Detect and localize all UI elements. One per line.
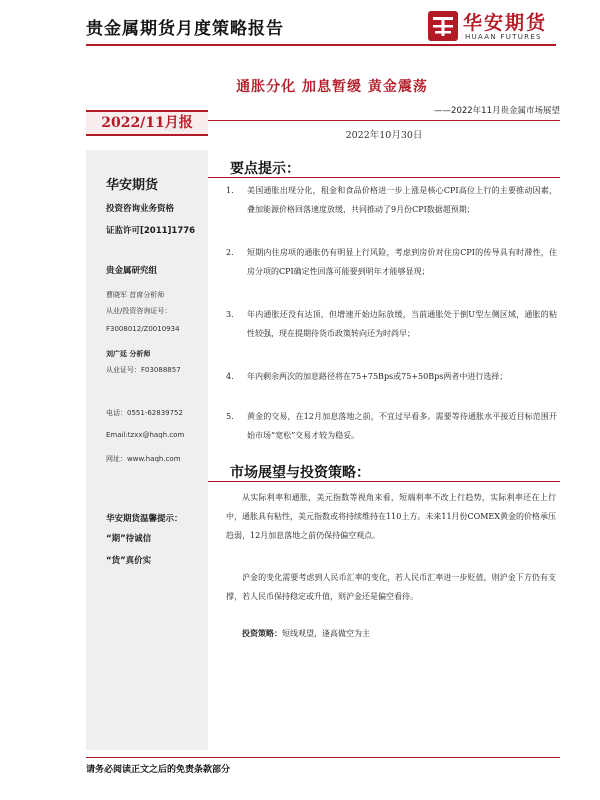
outlook-title: 市场展望与投资策略： — [230, 465, 370, 481]
key-point-number: 4. — [226, 372, 234, 381]
analyst1-name: 曹晓军 首席分析师 — [106, 291, 165, 299]
key-point-text: 年内通胀还没有达顶，但增速开始边际放缓，当前通胀处于倒U型左侧区域，通胀的粘性较强，现在提期待货币政策转向还为时尚早； — [247, 310, 557, 338]
sidebar-tip-2: “货”真价实 — [106, 556, 152, 566]
logo-chinese-text: 华安期货 — [463, 12, 548, 34]
sidebar-qualification: 投资咨询业务资格 — [106, 204, 175, 214]
outlook-paragraph-2: 沪金的变化需要考虑到人民币汇率的变化，若人民币汇率进一步贬值，则沪金下方仍有支撑，若人民币保持稳定或升值，则沪金还是偏空看待。 — [226, 573, 556, 601]
contact-website[interactable]: 网址：www.haqh.com — [106, 455, 181, 463]
analyst1-cert-number: F3008012/Z0010934 — [106, 325, 180, 333]
footer-disclaimer: 请务必阅读正文之后的免责条款部分 — [86, 765, 231, 775]
sidebar-tip-title: 华安期货温馨提示： — [106, 514, 183, 524]
sidebar-company: 华安期货 — [106, 178, 159, 193]
logo-english-text: HUAAN FUTURES — [465, 33, 542, 41]
sidebar-license: 证监许可[2011]1776 — [106, 226, 196, 236]
analyst2-name: 刘广廷 分析师 — [106, 350, 151, 358]
company-logo — [427, 8, 557, 46]
key-point-text: 黄金的交易，在12月加息落地之前，不宜过早看多。需要等待通胀水平接近目标范围开始市场“宽松”交易才较为稳妥。 — [247, 412, 557, 440]
key-point-text: 短期内住房项的通胀仍有明显上行风险，考虑到房价对住房CPI的传导具有时滞性，住房分项的CPI确定性回落可能要到明年才能够显现； — [247, 248, 557, 276]
key-point-number: 3. — [226, 310, 234, 319]
sidebar — [86, 150, 208, 750]
issue-label: 2022/11月报 — [86, 110, 208, 136]
outlook-paragraph-1: 从实际利率和通胀，美元指数等视角来看，短端利率不改上行趋势，实际利率还在上行中，通胀具有粘性，美元指数或将持续维持在110上方。未来11月份COMEX黄金的价格承压趋弱，12月加息落地之前仍保持偏空观点。 — [226, 493, 556, 540]
sidebar-tip-1: “期”待诚信 — [106, 534, 152, 544]
strategy-text: 短线观望，逢高做空为主 — [282, 629, 370, 638]
header-title: 贵金属期货月度策略报告 — [86, 19, 284, 39]
analyst1-cert-label: 从业/投资咨询证号： — [106, 307, 172, 315]
key-point-number: 5. — [226, 412, 234, 421]
report-subtitle: ——2022年11月贵金属市场展望 — [434, 106, 560, 116]
investment-strategy — [226, 628, 556, 639]
strategy-label: 投资策略： — [242, 628, 282, 638]
logo-mark-icon — [427, 10, 459, 42]
contact-phone: 电话：0551-62839752 — [106, 409, 183, 417]
analyst2-cert: 从业证号：F03088857 — [106, 366, 181, 374]
key-points-title: 要点提示： — [230, 161, 300, 177]
key-point-text: 年内剩余两次的加息路径将在75+75Bps或75+50Bps两者中进行选择； — [247, 372, 508, 381]
key-point-number: 1. — [226, 186, 234, 195]
key-point-number: 2. — [226, 248, 234, 257]
header-divider — [86, 44, 556, 46]
key-point-text: 美国通胀出现分化，租金和食品价格进一步上涨是核心CPI高位上行的主要推动因素，叠加能源价格回落速度放缓，共同推动了9月份CPI数据超预期； — [247, 186, 557, 214]
footer-divider — [86, 757, 560, 758]
key-points-divider — [208, 177, 560, 178]
contact-email[interactable]: Email:tzxx@haqh.com — [106, 431, 185, 439]
title-divider — [208, 120, 560, 121]
report-date: 2022年10月30日 — [345, 130, 423, 141]
report-main-title: 通胀分化 加息暂缓 黄金震荡 — [236, 79, 428, 95]
sidebar-team: 贵金属研究组 — [106, 266, 158, 276]
outlook-divider — [208, 481, 560, 482]
